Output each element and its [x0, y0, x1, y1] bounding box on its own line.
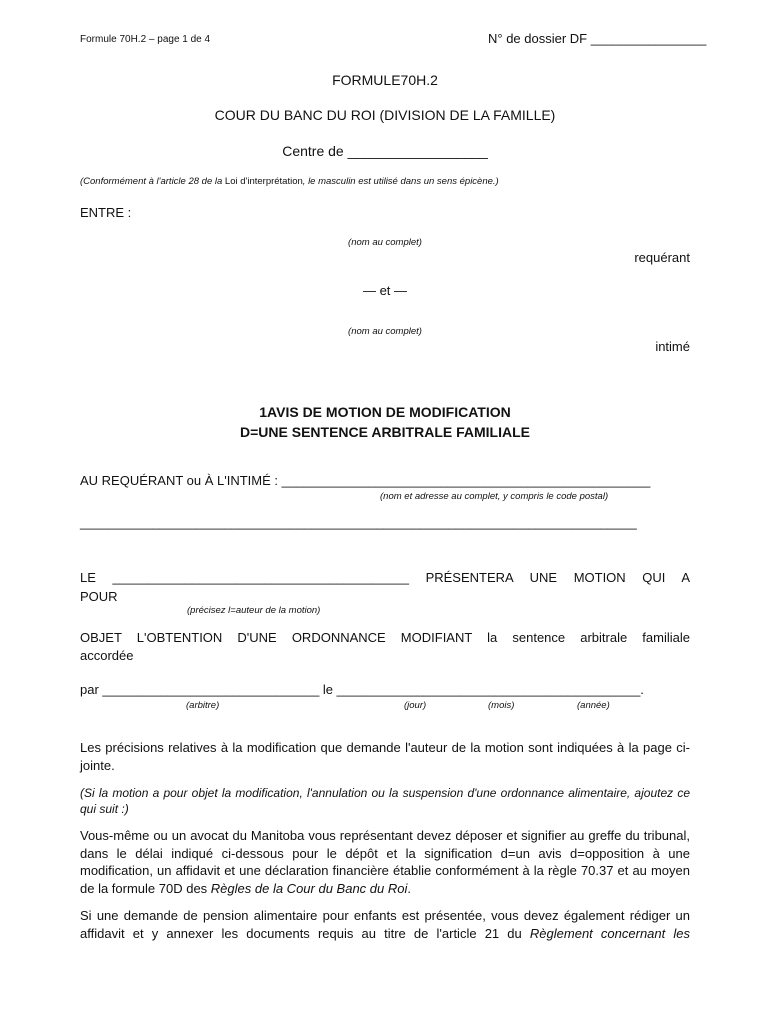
full-name-hint-respondent: (nom au complet)	[348, 326, 422, 337]
motion-line1-cont: POUR	[80, 589, 118, 604]
full-name-hint-applicant: (nom au complet)	[348, 237, 422, 248]
court-name: COUR DU BANC DU ROI (DIVISION DE LA FAMILLE)	[214, 107, 556, 123]
addressee-hint: (nom et adresse au complet, y compris le code postal)	[380, 491, 609, 502]
addressee-blank-line: _____________________________________________________________________________	[80, 515, 637, 530]
mois-hint: (mois)	[488, 700, 515, 711]
motion-line2: OBJET L'OBTENTION D'UNE ORDONNANCE MODIFIANT la sentence arbitrale familiale	[80, 630, 690, 645]
jour-hint: (jour)	[404, 700, 427, 711]
author-hint: (précisez l=auteur de la motion)	[187, 605, 321, 616]
form-name: FORMULE70H.2	[332, 72, 438, 88]
notice-heading-line2: D=UNE SENTENCE ARBITRALE FAMILIALE	[240, 424, 530, 440]
file-number: N° de dossier DF ________________	[488, 31, 707, 46]
arbitre-hint: (arbitre)	[186, 700, 220, 711]
between-label: ENTRE :	[80, 205, 132, 220]
respondent-label: intimé	[655, 339, 690, 354]
paragraph-child-support: Si une demande de pension alimentaire pour enfants est présentée, vous devez également rédiger un affidavit et y annexer les documents requis au titre de l'article 21 du Règlement concernant les	[80, 908, 691, 941]
motion-line3: par ______________________________ le __________________________________________.	[80, 682, 644, 697]
paragraph-instruction: (Si la motion a pour objet la modification, l'annulation ou la suspension d'une ordonnance alimentaire, ajoutez ce qui suit :)	[80, 786, 690, 816]
paragraph-details: Les précisions relatives à la modification que demande l'auteur de la motion sont indiquées à la page ci-jointe.	[80, 740, 690, 773]
notice-heading-line1: 1AVIS DE MOTION DE MODIFICATION	[259, 404, 511, 420]
interpretation-note: (Conformément à l'article 28 de la Loi d'interprétation, le masculin est utilisé dans un sens épicène.)	[80, 176, 499, 187]
paragraph-filing: Vous-même ou un avocat du Manitoba vous représentant devez déposer et signifier au greffe du tribunal, dans le délai indiqué ci-dessous pour le dépôt et la signification d=un avis d=opposition à une modification, un affidavit et une déclaration financière établie conformément à la règle 70.37 et au moyen de la formule 70D des Règles de la Cour du Banc du Roi.	[80, 828, 690, 896]
addressee-line: AU REQUÉRANT ou À L'INTIMÉ : ___________________________________________________	[80, 473, 651, 488]
centre-line: Centre de __________________	[282, 143, 488, 159]
and-separator: — et —	[362, 283, 408, 298]
motion-line2-cont: accordée	[80, 648, 134, 663]
applicant-label: requérant	[634, 250, 690, 265]
form-reference: Formule 70H.2 – page 1 de 4	[80, 34, 211, 45]
annee-hint: (année)	[577, 700, 610, 711]
motion-line1: LE _________________________________________ PRÉSENTERA UNE MOTION QUI A	[80, 570, 690, 585]
